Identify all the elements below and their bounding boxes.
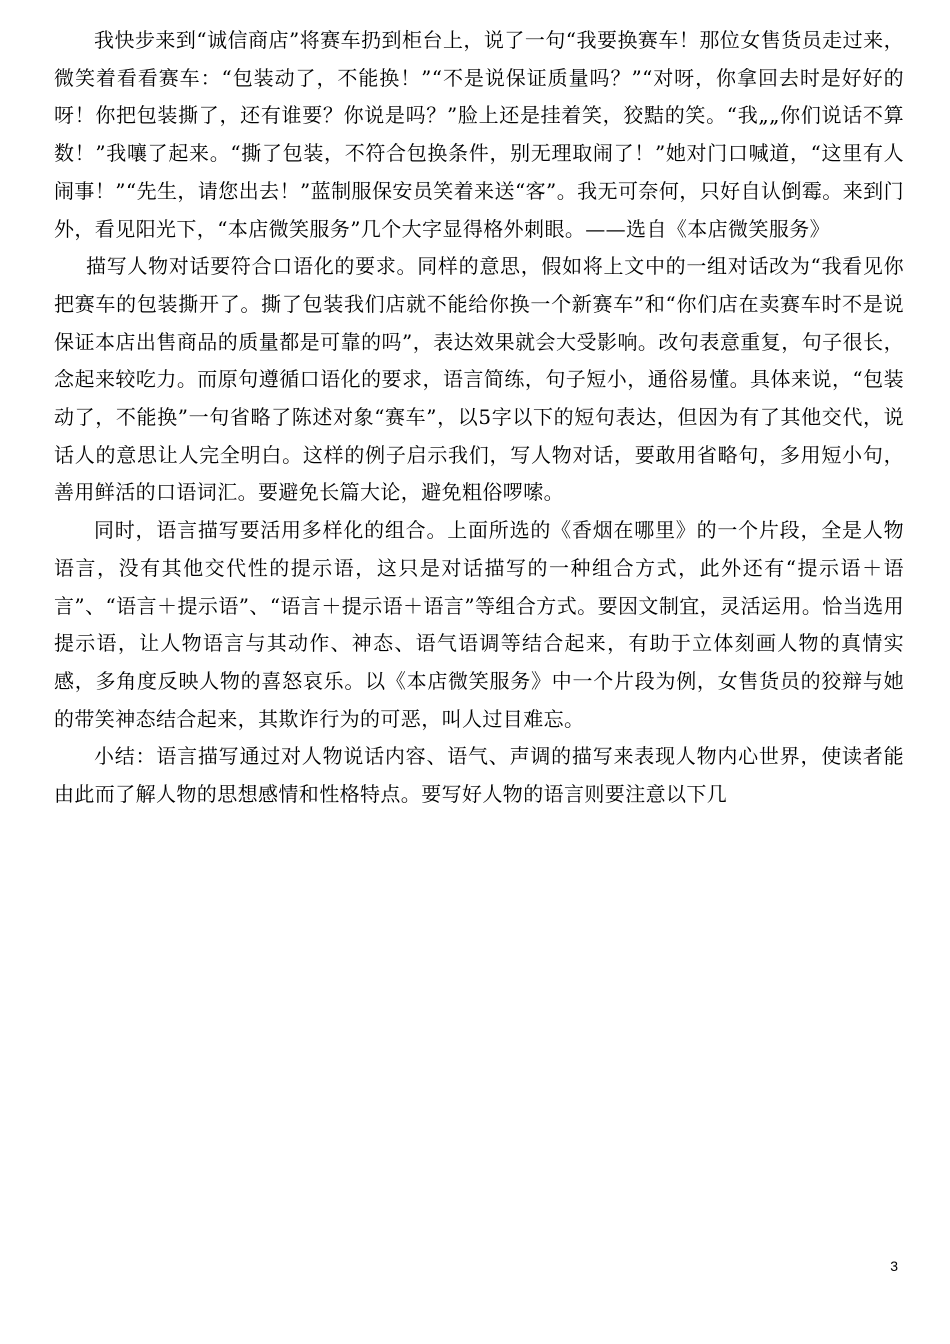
page-number: 3 xyxy=(890,1258,898,1274)
paragraph-excerpt: 我快步来到“诚信商店”将赛车扔到柜台上，说了一句“我要换赛车！那位女售货员走过来，微笑着看看赛车：“包装动了，不能换！”“不是说保证质量吗？”“对呀，你拿回去时是好好的呀！你把包装撕了，还有谁要？你说是吗？”脸上还是挂着笑，狡黠的笑。“我„„你们说话不算数！”我嚷了起来。“撕了包装，不符合包换条件，别无理取闹了！”她对门口喊道，“这里有人闹事！”“先生，请您出去！”蓝制服保安员笑着来送“客”。我无可奈何，只好自认倒霉。来到门外，看见阳光下，“本店微笑服务”几个大字显得格外刺眼。——选自《本店微笑服务》 xyxy=(54,28,904,241)
paragraph-colloquial-dialogue: 描写人物对话要符合口语化的要求。同样的意思，假如将上文中的一组对话改为“我看见你把赛车的包装撕开了。撕了包装我们店就不能给你换一个新赛车”和“你们店在卖赛车时不是说保证本店出售商品的质量都是可靠的吗”，表达效果就会大受影响。改句表意重复，句子很长，念起来较吃力。而原句遵循口语化的要求，语言简练，句子短小，通俗易懂。具体来说，“包装动了，不能换”一句省略了陈述对象“赛车”，以5字以下的短句表达，但因为有了其他交代，说话人的意思让人完全明白。这样的例子启示我们，写人物对话，要敢用省略句，多用短小句，善用鲜活的口语词汇。要避免长篇大论，避免粗俗啰嗦。 xyxy=(54,254,904,505)
paragraph-summary: 小结：语言描写通过对人物说话内容、语气、声调的描写来表现人物内心世界，使读者能由此而了解人物的思想感情和性格特点。要写好人物的语言则要注意以下几 xyxy=(54,744,904,807)
body-text xyxy=(54,22,904,814)
paragraph-combination: 同时，语言描写要活用多样化的组合。上面所选的《香烟在哪里》的一个片段，全是人物语言，没有其他交代性的提示语，这只是对话描写的一种组合方式，此外还有“提示语＋语言”、“语言＋提示语”、“语言＋提示语＋语言”等组合方式。要因文制宜，灵活运用。恰当选用提示语，让人物语言与其动作、神态、语气语调等结合起来，有助于立体刻画人物的真情实感，多角度反映人物的喜怒哀乐。以《本店微笑服务》中一个片段为例，女售货员的狡辩与她的带笑神态结合起来，其欺诈行为的可恶，叫人过目难忘。 xyxy=(54,518,904,731)
